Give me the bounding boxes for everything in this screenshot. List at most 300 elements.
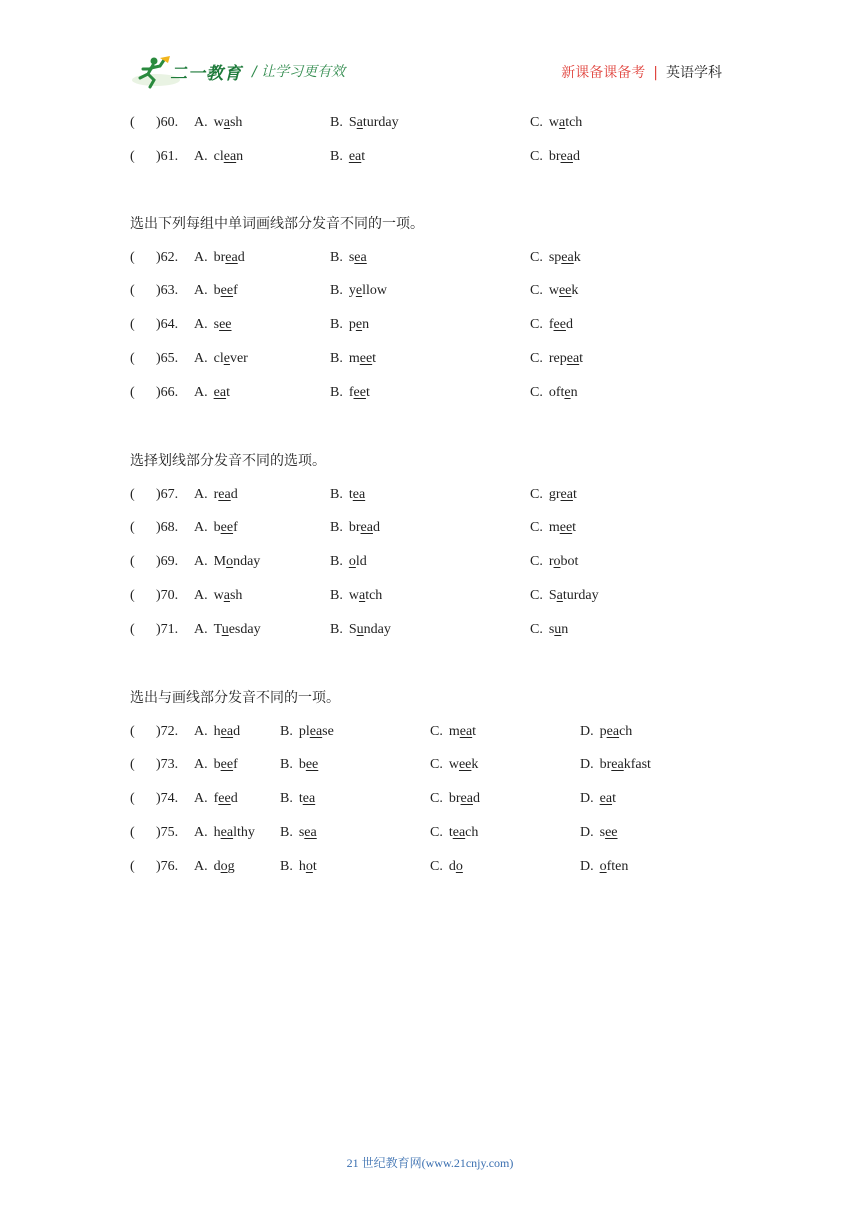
word-underlined-part: o — [348, 554, 356, 570]
header-course-label: 新课备课备考 — [561, 65, 646, 81]
word-underlined-part: ea — [352, 486, 366, 502]
option-letter: B. — [330, 486, 343, 502]
option — [194, 579, 242, 613]
option — [580, 782, 616, 816]
option — [194, 850, 235, 884]
answer-bracket[interactable]: ( — [130, 283, 135, 299]
answer-bracket[interactable]: ( — [130, 554, 135, 570]
question-number: )61. — [156, 148, 179, 164]
question-number: )64. — [156, 317, 179, 333]
option — [194, 308, 232, 342]
option-letter: C. — [430, 791, 443, 807]
question-row — [130, 342, 750, 376]
option-letter: C. — [430, 723, 443, 739]
word-prefix: rep — [548, 350, 567, 366]
option — [194, 715, 240, 749]
question-row — [130, 545, 750, 579]
option-letter: D. — [580, 824, 594, 840]
option — [194, 376, 230, 410]
option — [530, 579, 599, 613]
word-suffix: g — [227, 858, 235, 874]
question-row — [130, 816, 750, 850]
question-number: )63. — [156, 283, 179, 299]
word-prefix: gr — [548, 486, 561, 502]
word-suffix: lthy — [233, 824, 255, 840]
word-suffix: t — [312, 858, 317, 874]
option — [330, 342, 376, 376]
question-number: )74. — [156, 791, 179, 807]
question-number: )71. — [156, 621, 179, 637]
word-suffix: bot — [560, 554, 579, 570]
word-underlined-part: o — [599, 858, 607, 874]
word-underlined-part: u — [356, 621, 364, 637]
word-prefix: w — [448, 757, 459, 773]
section-instruction: 选择划线部分发音不同的选项。 — [130, 452, 326, 469]
question-row — [130, 850, 750, 884]
option — [194, 241, 245, 275]
question-row — [130, 579, 750, 613]
word-underlined-part: o — [220, 858, 228, 874]
option — [530, 308, 573, 342]
word-prefix: sp — [548, 249, 562, 265]
word-underlined-part: ea — [302, 791, 316, 807]
word-prefix: t — [348, 486, 353, 502]
question-number: )73. — [156, 757, 179, 773]
option — [330, 613, 391, 647]
option — [580, 816, 618, 850]
question-number: )72. — [156, 723, 179, 739]
option — [194, 545, 260, 579]
option-letter: C. — [530, 554, 543, 570]
word-underlined-part: ea — [354, 249, 367, 265]
word-suffix: ver — [229, 350, 248, 366]
word-underlined-part: ea — [225, 249, 238, 265]
option — [330, 274, 387, 308]
option-letter: B. — [280, 824, 293, 840]
word-prefix: oft — [548, 384, 565, 400]
word-suffix: sh — [229, 115, 243, 130]
option-letter: A. — [194, 554, 208, 570]
option — [430, 816, 478, 850]
word-prefix: t — [298, 791, 303, 807]
word-underlined-part: u — [221, 621, 229, 637]
answer-bracket[interactable]: ( — [130, 587, 135, 603]
word-suffix: d — [237, 249, 245, 265]
word-underlined-part: a — [356, 115, 363, 130]
word-prefix: w — [213, 587, 224, 603]
option — [330, 511, 380, 545]
option-letter: B. — [280, 723, 293, 739]
answer-bracket[interactable]: ( — [130, 115, 135, 130]
option-letter: C. — [530, 317, 543, 333]
word-underlined-part: e — [223, 350, 230, 366]
option — [530, 478, 577, 512]
option — [194, 782, 238, 816]
section-gap — [130, 410, 750, 444]
word-suffix: t — [472, 723, 477, 739]
option-letter: B. — [330, 587, 343, 603]
option — [194, 140, 243, 174]
word-prefix: b — [298, 757, 306, 773]
word-suffix: t — [572, 486, 577, 502]
word-suffix: d — [572, 148, 580, 164]
option — [580, 715, 632, 749]
option-letter: A. — [194, 587, 208, 603]
answer-bracket[interactable]: ( — [130, 486, 135, 502]
word-suffix: ch — [619, 723, 633, 739]
answer-bracket[interactable]: ( — [130, 520, 135, 536]
word-underlined-part: o — [553, 554, 561, 570]
option-letter: A. — [194, 723, 208, 739]
word-underlined-part: ea — [611, 757, 624, 773]
word-underlined-part: o — [455, 858, 463, 874]
word-prefix: br — [213, 249, 226, 265]
word-prefix: T — [213, 621, 222, 637]
option-letter: B. — [330, 249, 343, 265]
word-prefix: f — [548, 317, 554, 333]
answer-bracket[interactable]: ( — [130, 723, 135, 739]
word-prefix: s — [548, 621, 555, 637]
answer-bracket[interactable]: ( — [130, 249, 135, 265]
word-underlined-part: ee — [305, 757, 319, 773]
word-prefix: pl — [298, 723, 310, 739]
option-letter: B. — [330, 621, 343, 637]
option — [330, 478, 365, 512]
option — [280, 748, 318, 782]
word-suffix: f — [233, 283, 238, 299]
logo-text: 二一教育 — [170, 64, 242, 84]
option — [330, 140, 365, 174]
word-underlined-part: ee — [605, 824, 618, 840]
word-underlined-part: ee — [220, 757, 234, 773]
option-letter: A. — [194, 520, 208, 536]
word-suffix: d — [230, 791, 238, 807]
word-suffix: n — [236, 148, 244, 164]
option-letter: A. — [194, 757, 208, 773]
word-prefix: S — [348, 115, 357, 130]
word-suffix: t — [365, 384, 370, 400]
word-suffix: t — [579, 350, 584, 366]
question-number: )65. — [156, 350, 179, 366]
word-prefix: h — [298, 858, 306, 874]
word-suffix: tch — [565, 115, 583, 130]
question-row — [130, 478, 750, 512]
option-letter: C. — [430, 858, 443, 874]
option-letter: C. — [430, 824, 443, 840]
option — [530, 241, 581, 275]
word-underlined-part: ea — [360, 520, 373, 536]
word-suffix: d — [233, 723, 241, 739]
option-letter: A. — [194, 621, 208, 637]
word-underlined-part: ee — [458, 757, 472, 773]
option-letter: C. — [530, 587, 543, 603]
word-underlined-part: ea — [223, 148, 237, 164]
option — [194, 106, 242, 140]
word-prefix: d — [213, 858, 221, 874]
option-letter: C. — [430, 757, 443, 773]
option — [530, 106, 582, 140]
word-suffix: f — [233, 757, 238, 773]
word-prefix: br — [599, 757, 612, 773]
word-suffix: n — [362, 317, 370, 333]
word-suffix: d — [472, 791, 480, 807]
option — [530, 511, 576, 545]
option — [530, 274, 578, 308]
word-prefix: cl — [213, 350, 224, 366]
option — [430, 748, 478, 782]
word-suffix: sh — [229, 587, 243, 603]
option-letter: C. — [530, 249, 543, 265]
word-underlined-part: e — [355, 283, 363, 299]
question-row — [130, 106, 750, 140]
option — [330, 376, 370, 410]
word-prefix: t — [448, 824, 453, 840]
word-suffix: ch — [465, 824, 479, 840]
word-suffix: t — [612, 791, 616, 807]
word-suffix: nday — [233, 554, 261, 570]
question-row — [130, 140, 750, 174]
option-letter: C. — [530, 148, 543, 164]
option-letter: D. — [580, 723, 594, 739]
word-prefix: b — [213, 283, 221, 299]
option-letter: B. — [280, 858, 293, 874]
option-letter: B. — [330, 520, 343, 536]
word-underlined-part: ee — [220, 520, 234, 536]
answer-bracket[interactable]: ( — [130, 384, 135, 400]
option — [530, 342, 583, 376]
option — [194, 478, 238, 512]
word-suffix: f — [233, 520, 238, 536]
option-letter: B. — [330, 384, 343, 400]
question-section — [130, 174, 750, 410]
option — [330, 545, 367, 579]
question-number: )75. — [156, 824, 179, 840]
option-letter: A. — [194, 486, 208, 502]
option-letter: B. — [330, 350, 343, 366]
word-suffix: tch — [365, 587, 383, 603]
question-row — [130, 274, 750, 308]
option — [330, 106, 399, 140]
word-underlined-part: o — [305, 858, 313, 874]
word-prefix: S — [348, 621, 357, 637]
word-underlined-part: ea — [309, 723, 323, 739]
word-underlined-part: ee — [219, 317, 232, 333]
word-prefix: br — [448, 791, 461, 807]
answer-bracket[interactable]: ( — [130, 791, 135, 807]
word-underlined-part: ea — [218, 486, 231, 502]
word-prefix: w — [548, 115, 559, 130]
section-instruction: 选出与画线部分发音不同的一项。 — [130, 689, 340, 706]
word-suffix: d — [372, 520, 380, 536]
question-row — [130, 511, 750, 545]
word-prefix: br — [348, 520, 361, 536]
word-underlined-part: ea — [566, 350, 580, 366]
option-letter: B. — [330, 148, 343, 164]
word-suffix: kfast — [623, 757, 651, 773]
word-prefix: r — [548, 554, 554, 570]
word-underlined-part: ea — [460, 791, 473, 807]
answer-bracket[interactable]: ( — [130, 317, 135, 333]
word-suffix: k — [571, 283, 579, 299]
option-letter: B. — [280, 791, 293, 807]
word-suffix: t — [372, 350, 377, 366]
header-separator: | — [653, 65, 658, 81]
question-number: )76. — [156, 858, 179, 874]
word-prefix: cl — [213, 148, 224, 164]
option-letter: C. — [530, 283, 543, 299]
word-underlined-part: a — [358, 587, 366, 603]
section-instruction: 选出下列每组中单词画线部分发音不同的一项。 — [130, 215, 424, 232]
word-underlined-part: ea — [220, 723, 234, 739]
word-prefix: f — [348, 384, 354, 400]
option-letter: C. — [530, 350, 543, 366]
question-number: )66. — [156, 384, 179, 400]
option-letter: C. — [530, 486, 543, 502]
word-prefix: m — [348, 350, 360, 366]
word-underlined-part: e — [564, 384, 571, 400]
word-underlined-part: ea — [452, 824, 466, 840]
word-underlined-part: ee — [359, 350, 373, 366]
option-letter: A. — [194, 384, 208, 400]
word-underlined-part: ea — [348, 148, 362, 164]
answer-bracket[interactable]: ( — [130, 757, 135, 773]
option-letter: D. — [580, 791, 594, 807]
option — [280, 715, 334, 749]
option-letter: B. — [330, 115, 343, 130]
word-suffix: turday — [362, 115, 399, 130]
word-prefix: r — [213, 486, 219, 502]
option — [194, 613, 261, 647]
word-prefix: h — [213, 723, 221, 739]
word-suffix: n — [561, 621, 569, 637]
word-suffix: d — [230, 486, 238, 502]
word-underlined-part: ea — [599, 791, 613, 807]
option — [194, 748, 238, 782]
header-right — [561, 62, 722, 82]
option-letter: A. — [194, 115, 208, 130]
option — [194, 342, 248, 376]
word-underlined-part: ea — [213, 384, 227, 400]
option — [580, 850, 628, 884]
option — [280, 816, 317, 850]
question-row — [130, 376, 750, 410]
question-section — [130, 106, 750, 174]
word-underlined-part: a — [223, 115, 230, 130]
answer-bracket[interactable]: ( — [130, 858, 135, 874]
option-letter: A. — [194, 350, 208, 366]
question-number: )70. — [156, 587, 179, 603]
answer-bracket[interactable]: ( — [130, 621, 135, 637]
question-row — [130, 748, 750, 782]
option — [330, 241, 367, 275]
slogan: / 让学习更有效 — [252, 64, 346, 80]
word-prefix: m — [548, 520, 560, 536]
word-suffix: n — [570, 384, 578, 400]
option — [194, 511, 238, 545]
question-section — [130, 647, 750, 884]
option — [530, 376, 578, 410]
word-prefix: br — [548, 148, 561, 164]
word-prefix: p — [599, 723, 607, 739]
word-suffix: esday — [228, 621, 261, 637]
word-underlined-part: ee — [553, 317, 566, 333]
option-letter: A. — [194, 317, 208, 333]
option-letter: D. — [580, 757, 594, 773]
word-suffix: llow — [362, 283, 387, 299]
word-underlined-part: a — [558, 115, 566, 130]
word-underlined-part: ee — [220, 283, 234, 299]
word-prefix: b — [213, 520, 221, 536]
option — [530, 545, 578, 579]
option-letter: A. — [194, 148, 208, 164]
option — [194, 816, 255, 850]
question-number: )60. — [156, 115, 179, 130]
answer-bracket[interactable]: ( — [130, 148, 135, 164]
answer-bracket[interactable]: ( — [130, 824, 135, 840]
answer-bracket[interactable]: ( — [130, 350, 135, 366]
word-suffix: k — [573, 249, 581, 265]
question-row — [130, 308, 750, 342]
word-underlined-part: ea — [561, 249, 574, 265]
option — [330, 579, 382, 613]
word-suffix: ften — [606, 858, 629, 874]
word-prefix: b — [213, 757, 221, 773]
word-prefix: w — [213, 115, 224, 130]
question-section — [130, 410, 750, 647]
word-underlined-part: ea — [459, 723, 473, 739]
word-prefix: y — [348, 283, 356, 299]
option — [280, 850, 317, 884]
word-prefix: s — [298, 824, 305, 840]
question-number: )68. — [156, 520, 179, 536]
option — [430, 782, 480, 816]
word-suffix: k — [471, 757, 479, 773]
word-prefix: h — [213, 824, 221, 840]
word-underlined-part: ea — [220, 824, 234, 840]
word-underlined-part: a — [223, 587, 230, 603]
option-letter: C. — [530, 115, 543, 130]
option-letter: C. — [530, 621, 543, 637]
word-suffix: nday — [363, 621, 391, 637]
word-underlined-part: ea — [560, 148, 573, 164]
option-letter: B. — [280, 757, 293, 773]
word-prefix: S — [548, 587, 557, 603]
word-suffix: t — [572, 520, 577, 536]
section-gap — [130, 174, 750, 207]
option-letter: C. — [530, 520, 543, 536]
section-gap — [130, 647, 750, 681]
word-underlined-part: e — [355, 317, 363, 333]
word-suffix: se — [322, 723, 334, 739]
option — [530, 613, 568, 647]
word-underlined-part: a — [556, 587, 563, 603]
option-letter: A. — [194, 858, 208, 874]
worksheet-content — [130, 106, 750, 884]
option-letter: D. — [580, 858, 594, 874]
question-number: )67. — [156, 486, 179, 502]
word-suffix: d — [565, 317, 573, 333]
option — [430, 850, 463, 884]
word-underlined-part: ea — [560, 486, 573, 502]
question-row — [130, 782, 750, 816]
option-letter: A. — [194, 283, 208, 299]
word-prefix: w — [548, 283, 559, 299]
word-underlined-part: ee — [353, 384, 366, 400]
word-suffix: t — [226, 384, 230, 400]
word-underlined-part: ee — [559, 520, 573, 536]
word-prefix: f — [213, 791, 219, 807]
word-underlined-part: ee — [558, 283, 572, 299]
